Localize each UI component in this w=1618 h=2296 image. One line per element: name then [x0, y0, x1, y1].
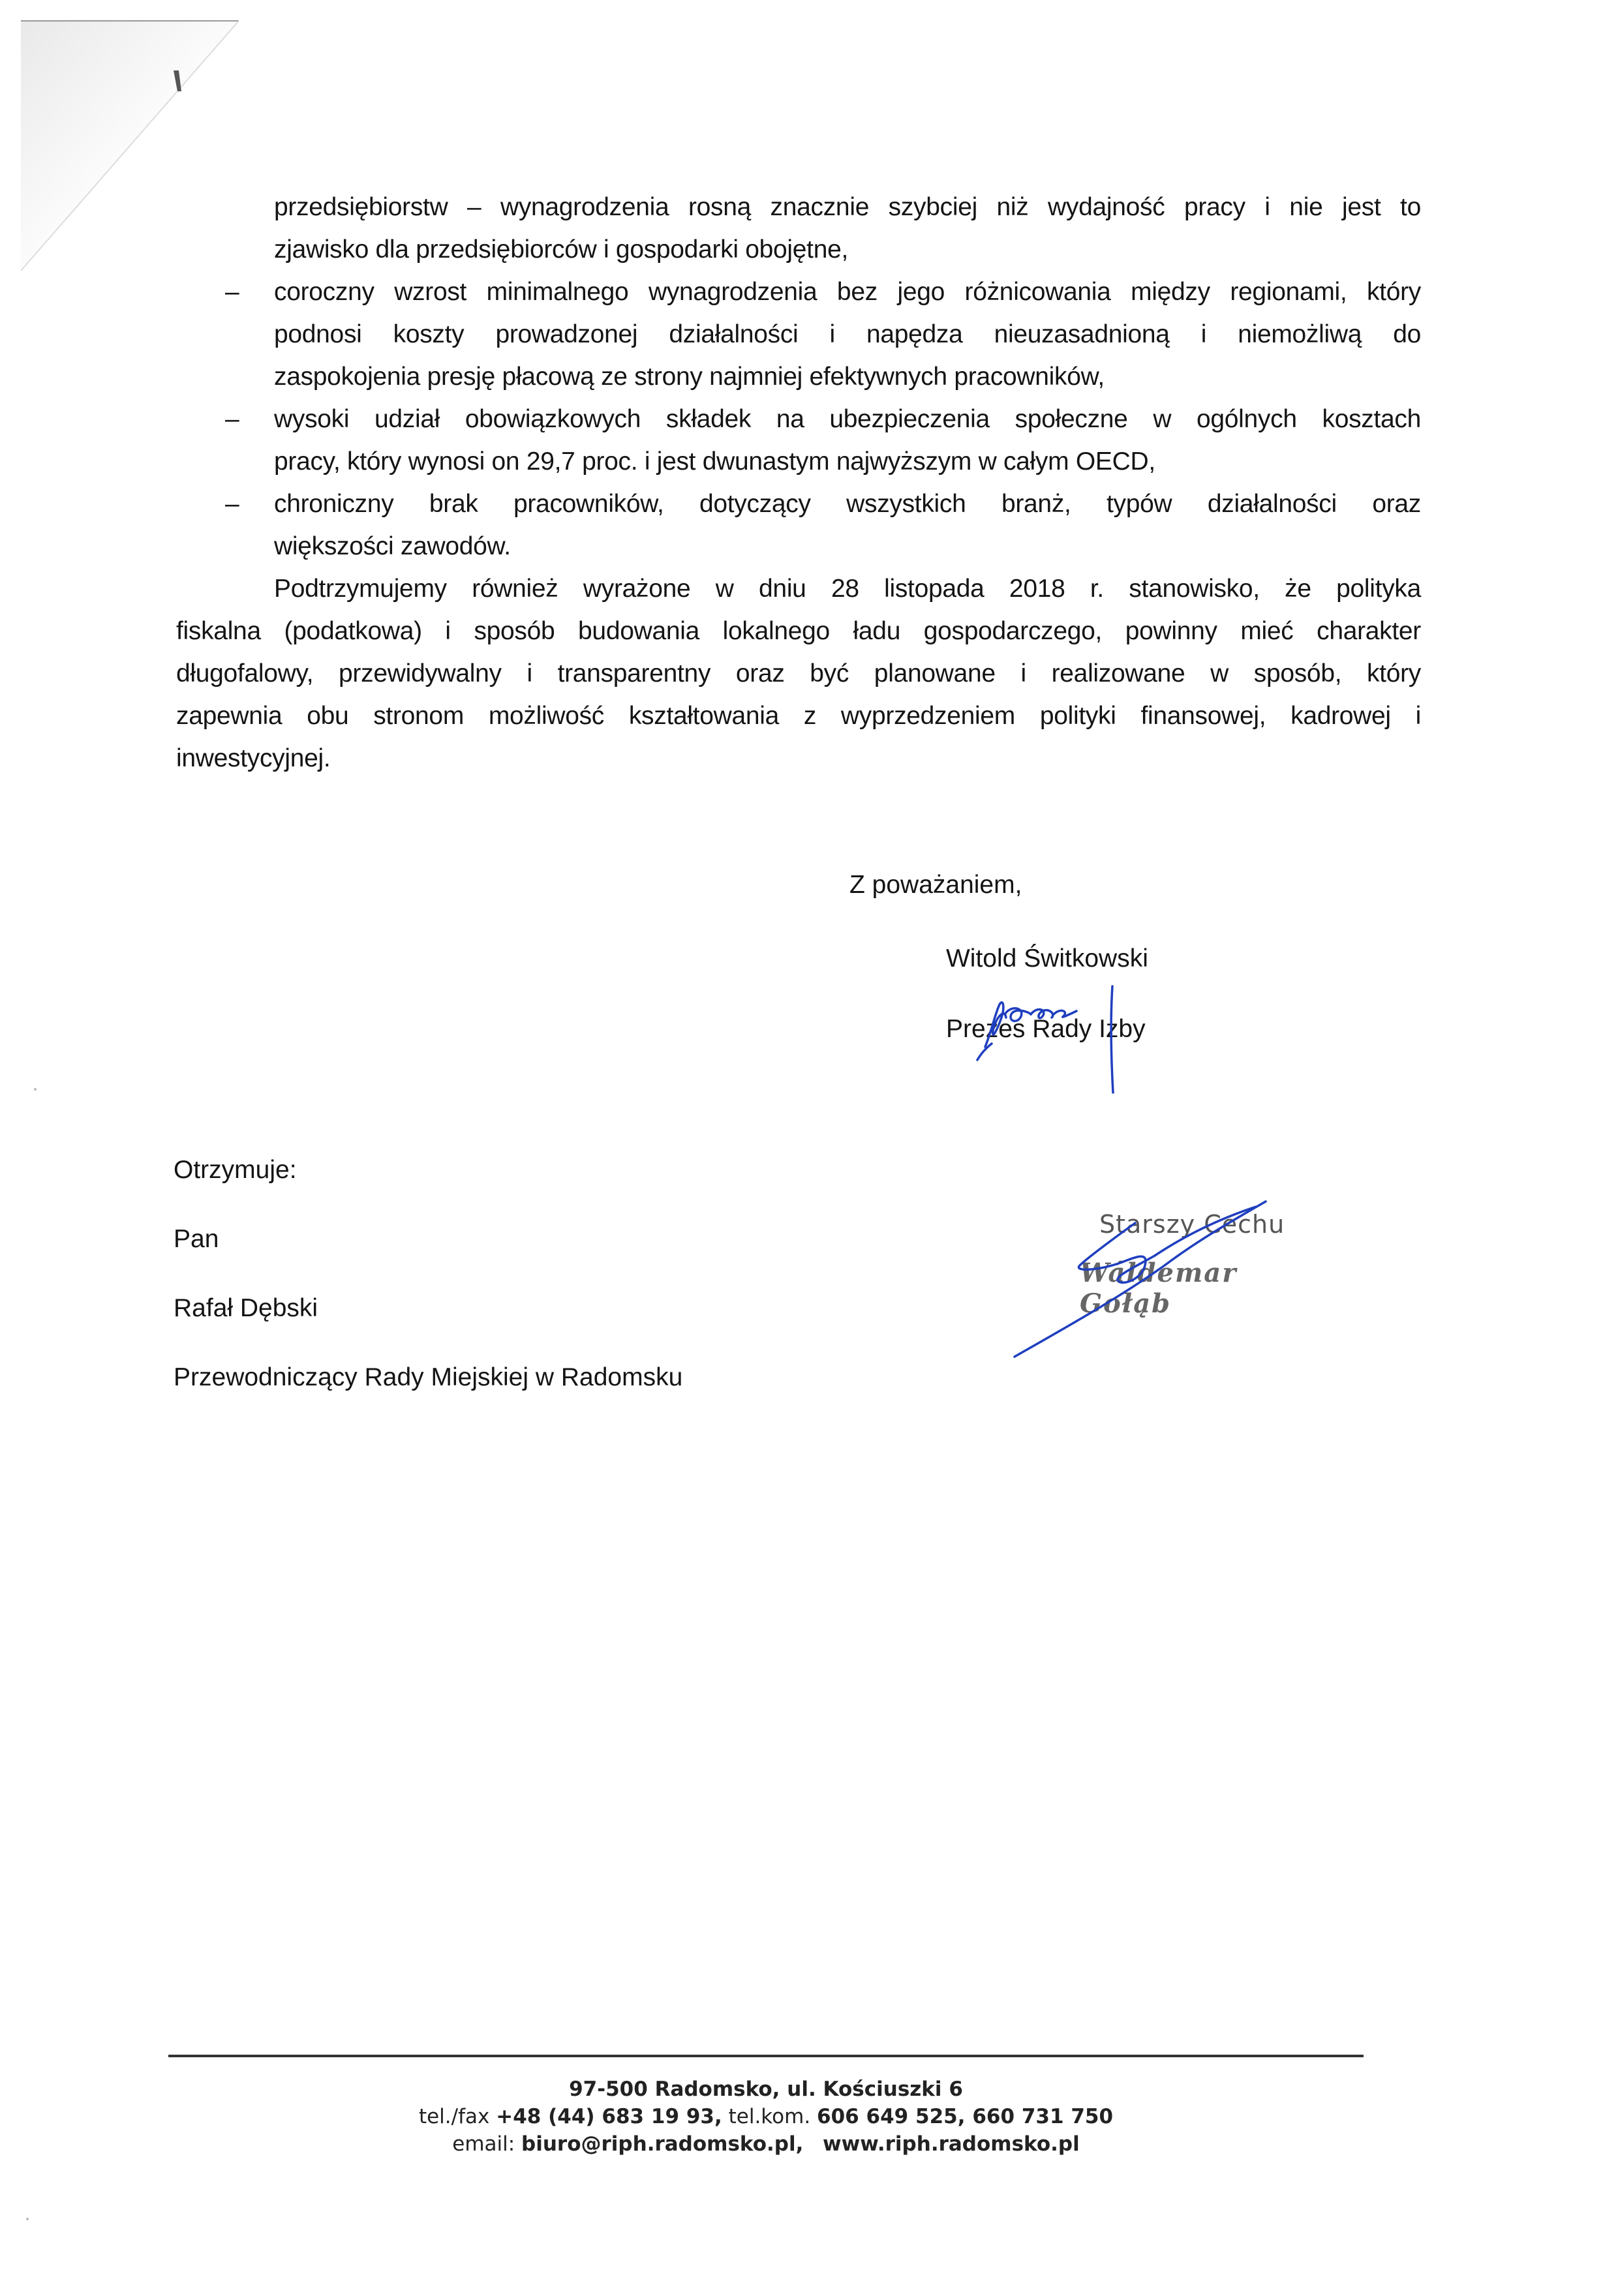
body-line-text: wysoki udział obowiązkowych składek na ubezpieczenia społeczne w ogólnych kosztach: [274, 405, 1421, 433]
body-line-text: pracy, który wynosi on 29,7 proc. i jest dwunastym najwyższym w całym OECD,: [274, 447, 1155, 476]
footer-address: 97-500 Radomsko, ul. Kościuszki 6: [569, 2077, 963, 2101]
stamp-title: Starszy Cechu: [1099, 1210, 1285, 1239]
body-line: [176, 313, 1421, 355]
body-line-text: długofalowy, przewidywalny i transparentny oraz być planowane i realizowane w sposób, który: [176, 659, 1421, 687]
bullet-item-line: [176, 398, 1421, 440]
body-line-text: zjawisko dla przedsiębiorców i gospodarki obojętne,: [274, 235, 849, 264]
bullet-dash: –: [225, 405, 239, 433]
recipients-label: Otrzymuje:: [174, 1156, 297, 1184]
letterhead-footer: [168, 2076, 1364, 2158]
signer-name: Witold Świtkowski: [946, 944, 1148, 973]
footer-mobile-label: tel.kom.: [728, 2105, 811, 2128]
footer-mobile: 606 649 525, 660 731 750: [817, 2105, 1114, 2128]
body-line-text: Podtrzymujemy również wyrażone w dniu 28 listopada 2018 r. stanowisko, że polityka: [274, 575, 1421, 603]
body-line-text: inwestycyjnej.: [176, 744, 331, 772]
body-line-text: zaspokojenia presję płacową ze strony najmniej efektywnych pracowników,: [274, 363, 1105, 391]
recipient-name: Rafał Dębski: [174, 1294, 318, 1322]
signer-title: Prezes Rady Izby: [946, 1015, 1146, 1043]
handwritten-signature: [966, 978, 1148, 1102]
scan-speck: [26, 2218, 29, 2220]
footer-divider: [168, 2055, 1364, 2057]
footer-email-label: email:: [452, 2132, 515, 2156]
body-line-text: fiskalna (podatkowa) i sposób budowania lokalnego ładu gospodarczego, powinny mieć charakter: [176, 617, 1421, 645]
stamp-name: Wáldemar Gołąb: [1080, 1258, 1238, 1319]
footer-website-link[interactable]: www.riph.radomsko.pl: [822, 2132, 1080, 2156]
body-line-text: podnosi koszty prowadzonej działalności i napędza nieuzasadnioną i niemożliwą do: [274, 320, 1421, 348]
body-line: [176, 652, 1421, 695]
body-line: [176, 567, 1421, 610]
letter-body: [176, 186, 1421, 779]
body-line-text: przedsiębiorstw – wynagrodzenia rosną znacznie szybciej niż wydajność pracy i nie jest to: [274, 193, 1421, 221]
recipient-honorific: Pan: [174, 1225, 219, 1253]
body-line-text: chroniczny brak pracowników, dotyczący wszystkich branż, typów działalności oraz: [274, 490, 1421, 518]
body-line: [176, 610, 1421, 652]
body-line: [176, 525, 1421, 567]
footer-email-link[interactable]: biuro@riph.radomsko.pl,: [521, 2132, 804, 2156]
body-line: [176, 186, 1421, 228]
scan-speck: [34, 1088, 37, 1091]
body-line: [176, 440, 1421, 483]
footer-phone: +48 (44) 683 19 93,: [496, 2105, 722, 2128]
body-line-text: większości zawodów.: [274, 532, 511, 560]
body-line: [176, 355, 1421, 398]
bullet-dash: –: [225, 278, 239, 306]
body-line: [176, 228, 1421, 271]
bullet-dash: –: [225, 490, 239, 518]
bullet-item-line: [176, 271, 1421, 313]
closing-salutation: Z poważaniem,: [849, 871, 1022, 899]
bullet-item-line: [176, 483, 1421, 525]
footer-phone-label: tel./fax: [418, 2105, 490, 2128]
handwritten-signature-2: [1008, 1194, 1282, 1389]
body-line-text: coroczny wzrost minimalnego wynagrodzenia bez jego różnicowania między regionami, który: [274, 278, 1421, 306]
body-line: [176, 737, 1421, 779]
recipient-title: Przewodniczący Rady Miejskiej w Radomsku: [174, 1363, 683, 1391]
body-line-text: zapewnia obu stronom możliwość kształtowania z wyprzedzeniem polityki finansowej, kadrowej i: [176, 702, 1421, 730]
body-line: [176, 695, 1421, 737]
